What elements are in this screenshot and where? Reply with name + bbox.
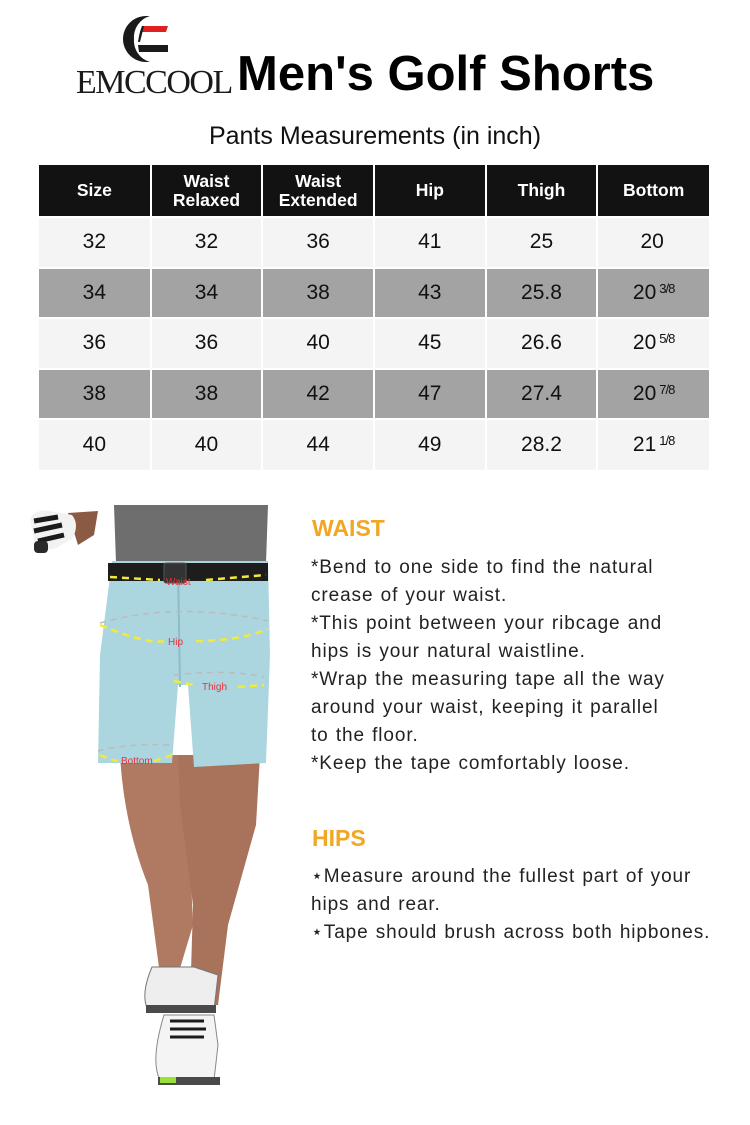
instruction-line: hips and rear. — [311, 894, 441, 915]
page-title: Men's Golf Shorts — [237, 47, 655, 101]
cell-waist-extended: 42 — [262, 369, 374, 420]
label-bottom: Bottom — [121, 756, 153, 767]
instruction-line: *Bend to one side to find the natural — [311, 557, 654, 578]
instruction-line: *Keep the tape comfortably loose. — [311, 753, 630, 774]
size-chart-table — [39, 165, 709, 470]
shirt — [114, 505, 268, 563]
cell-bottom: 20 $^{7/8}$ — [597, 369, 709, 420]
table-row — [39, 369, 709, 420]
column-header-size: Size — [39, 165, 151, 217]
table-row — [39, 268, 709, 319]
brand-logo-icon — [120, 14, 172, 64]
cell-bottom: 21 $^{1/8}$ — [597, 419, 709, 470]
cell-thigh: 25 — [486, 217, 598, 268]
table-header-row — [39, 165, 709, 217]
column-header-thigh: Thigh — [486, 165, 598, 217]
instruction-line: crease of your waist. — [311, 585, 508, 606]
cell-waist-relaxed: 40 — [151, 419, 263, 470]
cell-hip: 45 — [374, 318, 486, 369]
label-hip: Hip — [168, 637, 184, 648]
waist-heading: WAIST — [312, 515, 385, 541]
cell-waist-relaxed: 38 — [151, 369, 263, 420]
cell-thigh: 28.2 — [486, 419, 598, 470]
cell-size: 34 — [39, 268, 151, 319]
instruction-line: around your waist, keeping it parallel — [311, 697, 659, 718]
label-thigh: Thigh — [202, 682, 228, 693]
cell-hip: 43 — [374, 268, 486, 319]
cell-hip: 41 — [374, 217, 486, 268]
hips-instructions — [311, 863, 731, 947]
cell-waist-relaxed: 32 — [151, 217, 263, 268]
cell-waist-extended: 36 — [262, 217, 374, 268]
instruction-line: ⋆Measure around the fullest part of your — [311, 866, 692, 887]
column-header-waist-extended: Waist Extended — [262, 165, 374, 217]
cell-waist-extended: 40 — [262, 318, 374, 369]
cell-thigh: 27.4 — [486, 369, 598, 420]
instruction-line: to the floor. — [311, 725, 419, 746]
cell-waist-relaxed: 36 — [151, 318, 263, 369]
cell-size: 36 — [39, 318, 151, 369]
column-header-hip: Hip — [374, 165, 486, 217]
cell-size: 32 — [39, 217, 151, 268]
cell-size: 40 — [39, 419, 151, 470]
column-header-waist-relaxed: Waist Relaxed — [151, 165, 263, 217]
table-subtitle: Pants Measurements (in inch) — [208, 122, 542, 150]
cell-waist-extended: 44 — [262, 419, 374, 470]
instruction-line: *This point between your ribcage and — [311, 613, 663, 634]
cell-waist-extended: 38 — [262, 268, 374, 319]
table-row — [39, 419, 709, 470]
cell-hip: 49 — [374, 419, 486, 470]
hips-heading: HIPS — [312, 825, 366, 851]
instruction-line: ⋆Tape should brush across both hipbones. — [311, 922, 711, 943]
golf-shoes-icon — [145, 967, 220, 1085]
cell-thigh: 25.8 — [486, 268, 598, 319]
cell-bottom: 20 $^{5/8}$ — [597, 318, 709, 369]
label-waist: Waist — [166, 577, 191, 588]
cell-bottom: 20 $^{3/8}$ — [597, 268, 709, 319]
shorts — [98, 561, 270, 767]
instruction-line: hips is your natural waistline. — [311, 641, 586, 662]
table-row — [39, 318, 709, 369]
column-header-bottom: Bottom — [597, 165, 709, 217]
cell-waist-relaxed: 34 — [151, 268, 263, 319]
measurement-illustration — [28, 505, 288, 1095]
cell-hip: 47 — [374, 369, 486, 420]
table-row — [39, 217, 709, 268]
waist-instructions — [311, 554, 701, 778]
cell-bottom: 20 — [597, 217, 709, 268]
brand-wordmark: EMCCOOL — [76, 64, 232, 101]
instruction-line: *Wrap the measuring tape all the way — [311, 669, 665, 690]
cell-thigh: 26.6 — [486, 318, 598, 369]
cell-size: 38 — [39, 369, 151, 420]
golf-glove-icon — [30, 511, 98, 553]
